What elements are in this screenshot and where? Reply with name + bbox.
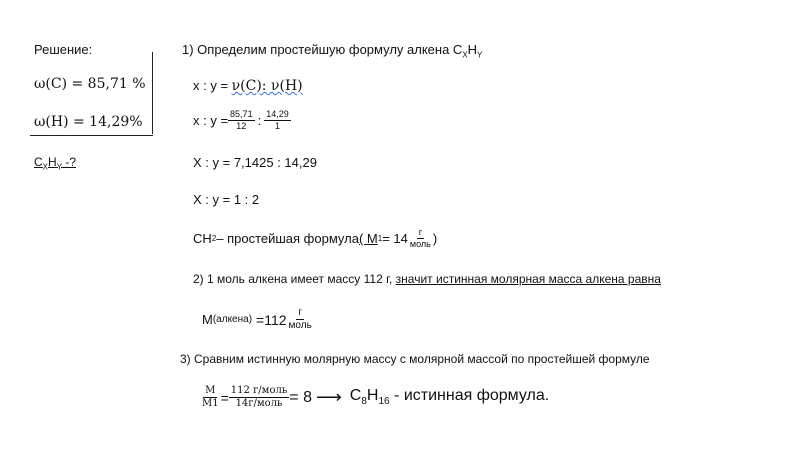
ratio-line-1: x : y = ν(C): ν(H) (193, 78, 303, 94)
omega-carbon: ω(C) = 85,71 % (34, 76, 146, 92)
solution-heading: Решение: (34, 42, 93, 57)
arrow-icon: ⟶ (315, 387, 342, 407)
simplest-formula-line: CH 2 – простейшая формула ( M 1 = 14 $\frac{г}{\text{моль}}$ ) (193, 227, 438, 249)
true-molar-mass-unit-fraction: $\frac{г}{\text{моль}}$ (288, 307, 312, 331)
molar-mass-unit-fraction: $\frac{г}{\text{моль}}$ (409, 227, 431, 249)
step2-text: 2) 1 моль алкена имеет массу 112 г, значит истинная молярная масса алкена равна (193, 272, 661, 286)
ratio-line-2: x : y = $\frac{85,71}{12}$ : $\frac{14,29}{1}$ (193, 109, 289, 131)
ratio-line-3: X : y = 7,1425 : 14,29 (193, 155, 317, 170)
find-formula: $C_XH_Y$ -? (34, 155, 77, 172)
omega-hydrogen: ω(H) = 14,29% (34, 114, 143, 130)
true-molar-mass-line: M (алкена) =112 $\frac{г}{\text{моль}}$ (202, 307, 312, 331)
ratio-line-4: X : y = 1 : 2 (193, 192, 260, 207)
given-horizontal-divider (30, 135, 153, 136)
molar-mass-ratio-fraction: $\frac{M}{M1}$ (202, 385, 219, 409)
fraction-hydrogen: $\frac{14,29}{1}$ (266, 109, 289, 131)
true-formula-result: $C_8H_{16}$ - истинная формула. (349, 387, 550, 408)
step3-text: 3) Сравним истинную молярную массу с молярной массой по простейшей формуле (180, 352, 650, 366)
step1-heading: 1) Определим простейшую формулу алкена $C_XH_Y$ (182, 42, 483, 60)
ratio-formula: ν(C): ν(H) (231, 78, 303, 94)
numeric-ratio-fraction: $\frac{\text{112 г/моль}}{\text{14г/моль}}$ (230, 385, 288, 409)
fraction-carbon: $\frac{85,71}{12}$ (230, 109, 253, 131)
given-vertical-divider (152, 52, 153, 134)
final-calculation: $\frac{M}{M1}$ = $\frac{\text{112 г/моль}}{\text{14г/моль}}$ = 8 ⟶ $C_8H_{16}$ - истинная формула. (202, 385, 550, 409)
